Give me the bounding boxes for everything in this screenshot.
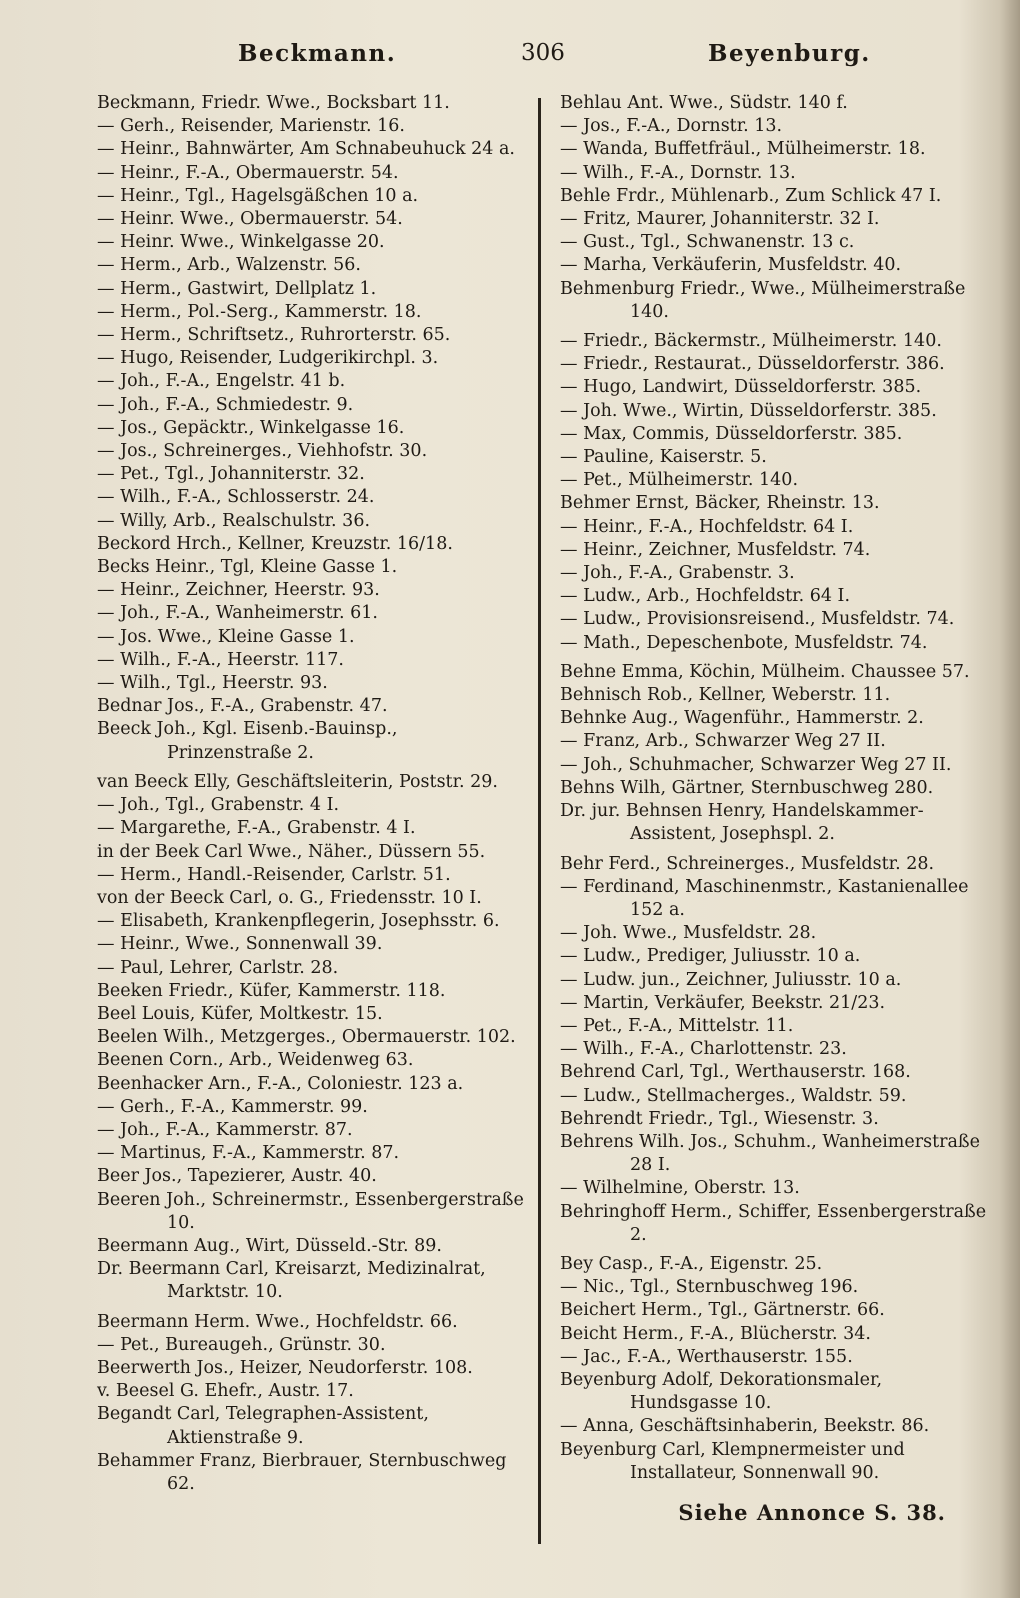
left-column	[97, 92, 527, 1496]
directory-entry: — Ludw. jun., Zeichner, Juliusstr. 10 a.	[560, 969, 902, 990]
directory-entry: in der Beek Carl Wwe., Näher., Düssern 55.	[97, 841, 486, 862]
directory-entry: — Joh. Wwe., Wirtin, Düsseldorferstr. 385.	[560, 400, 937, 421]
directory-entry: Beermann Herm. Wwe., Hochfeldstr. 66.	[97, 1311, 458, 1332]
directory-entry: Behammer Franz, Bierbrauer, Sternbuschweg 62.	[97, 1450, 507, 1494]
directory-entry: — Jos., F.-A., Dornstr. 13.	[560, 116, 783, 137]
directory-entry: — Herm., Gastwirt, Dellplatz 1.	[97, 278, 377, 299]
directory-entry: — Friedr., Bäckermstr., Mülheimerstr. 140.	[560, 331, 942, 352]
directory-entry: — Heinr., F.-A., Obermauerstr. 54.	[97, 162, 399, 183]
directory-entry: — Jos., Gepäcktr., Winkelgasse 16.	[97, 417, 405, 438]
directory-entry: Behle Frdr., Mühlenarb., Zum Schlick 47 I.	[560, 185, 942, 206]
directory-entry: Behr Ferd., Schreinerges., Musfeldstr. 28.	[560, 853, 935, 874]
directory-entry: — Joh. Wwe., Musfeldstr. 28.	[560, 923, 817, 944]
directory-entry: — Joh., F.-A., Wanheimerstr. 61.	[97, 603, 378, 624]
directory-entry: Dr. Beermann Carl, Kreisarzt, Medizinalrat, Marktstr. 10.	[97, 1259, 486, 1303]
directory-entry: — Wilh., Tgl., Heerstr. 93.	[97, 673, 328, 694]
directory-entry: — Herm., Handl.-Reisender, Carlstr. 51.	[97, 864, 451, 885]
directory-entry: — Willy, Arb., Realschulstr. 36.	[97, 510, 371, 531]
directory-entry: — Gerh., Reisender, Marienstr. 16.	[97, 116, 405, 137]
directory-entry: — Nic., Tgl., Sternbuschweg 196.	[560, 1277, 859, 1298]
directory-entry: — Max, Commis, Düsseldorferstr. 385.	[560, 423, 903, 444]
directory-entry: — Gust., Tgl., Schwanenstr. 13 c.	[560, 232, 855, 253]
directory-entry: Behrens Wilh. Jos., Schuhm., Wanheimerstraße 28 I.	[560, 1131, 980, 1176]
directory-entry: — Joh., F.-A., Kammerstr. 87.	[97, 1119, 353, 1140]
directory-entry: — Pet., Mülheimerstr. 140.	[560, 470, 799, 491]
directory-entry: — Wilh., F.-A., Charlottenstr. 23.	[560, 1039, 847, 1060]
directory-entry: Behrendt Friedr., Tgl., Wiesenstr. 3.	[560, 1108, 879, 1129]
directory-entry: Behringhoff Herm., Schiffer, Essenbergerstraße 2.	[560, 1201, 987, 1245]
directory-entry: Behne Emma, Köchin, Mülheim. Chaussee 57.	[560, 661, 970, 682]
directory-entry: von der Beeck Carl, o. G., Friedensstr. 10 I.	[97, 887, 482, 908]
directory-entry: Beckmann, Friedr. Wwe., Bocksbart 11.	[97, 93, 450, 113]
directory-entry: — Heinr., Zeichner, Musfeldstr. 74.	[560, 539, 871, 560]
directory-entry: Beyenburg Carl, Klempnermeister und Installateur, Sonnenwall 90.	[560, 1439, 905, 1483]
directory-entry: — Wilh., F.-A., Dornstr. 13.	[560, 162, 796, 183]
directory-entry: — Pet., Bureaugeh., Grünstr. 30.	[97, 1334, 386, 1355]
directory-entry: Beyenburg Adolf, Dekorationsmaler, Hundsgasse 10.	[560, 1369, 883, 1414]
directory-entry: — Jac., F.-A., Werthauserstr. 155.	[560, 1346, 853, 1367]
directory-entry: — Wilh., F.-A., Schlosserstr. 24.	[97, 487, 375, 508]
directory-entry: Becks Heinr., Tgl, Kleine Gasse 1.	[97, 557, 398, 578]
directory-entry: — Heinr., Wwe., Sonnenwall 39.	[97, 934, 383, 955]
directory-entry: — Joh., F.-A., Engelstr. 41 b.	[97, 371, 346, 392]
directory-entry: v. Beesel G. Ehefr., Austr. 17.	[97, 1381, 354, 1402]
right-column-entries	[560, 92, 990, 1485]
directory-entry: — Martinus, F.-A., Kammerstr. 87.	[97, 1143, 400, 1164]
directory-entry: — Jos. Wwe., Kleine Gasse 1.	[97, 626, 355, 647]
directory-entry: — Margarethe, F.-A., Grabenstr. 4 I.	[97, 818, 416, 839]
directory-entry: Behnke Aug., Wagenführ., Hammerstr. 2.	[560, 708, 924, 729]
directory-entry: — Ludw., Stellmacherges., Waldstr. 59.	[560, 1085, 907, 1106]
directory-entry: Begandt Carl, Telegraphen-Assistent, Aktienstraße 9.	[97, 1404, 429, 1448]
right-column	[560, 92, 990, 1524]
directory-entry: Bednar Jos., F.-A., Grabenstr. 47.	[97, 696, 388, 717]
directory-entry: Beeck Joh., Kgl. Eisenb.-Bauinsp., Prinzenstraße 2.	[97, 719, 398, 763]
directory-entry: Behlau Ant. Wwe., Südstr. 140 f.	[560, 93, 848, 113]
directory-entry: — Herm., Pol.-Serg., Kammerstr. 18.	[97, 301, 422, 322]
directory-entry: — Ludw., Prediger, Juliusstr. 10 a.	[560, 946, 861, 967]
directory-entry: Behmer Ernst, Bäcker, Rheinstr. 13.	[560, 493, 880, 514]
directory-entry: Beeken Friedr., Küfer, Kammerstr. 118.	[97, 980, 446, 1001]
directory-entry: — Gerh., F.-A., Kammerstr. 99.	[97, 1096, 368, 1117]
directory-entry: Beer Jos., Tapezierer, Austr. 40.	[97, 1166, 377, 1187]
directory-entry: — Friedr., Restaurat., Düsseldorferstr. 386.	[560, 354, 945, 375]
directory-entry: Dr. jur. Behnsen Henry, Handelskammer-Assistent, Josephspl. 2.	[560, 801, 924, 845]
directory-entry: — Heinr. Wwe., Winkelgasse 20.	[97, 232, 385, 253]
directory-entry: — Wilhelmine, Oberstr. 13.	[560, 1178, 800, 1199]
directory-entry: — Heinr., Bahnwärter, Am Schnabeuhuck 24 a.	[97, 139, 515, 160]
directory-entry: — Joh., F.-A., Grabenstr. 3.	[560, 563, 795, 584]
directory-entry: Beckord Hrch., Kellner, Kreuzstr. 16/18.	[97, 533, 453, 554]
directory-entry: — Jos., Schreinerges., Viehhofstr. 30.	[97, 441, 428, 462]
directory-entry: Bey Casp., F.-A., Eigenstr. 25.	[560, 1253, 823, 1274]
directory-entry: — Ferdinand, Maschinenmstr., Kastanienallee 152 a.	[560, 876, 969, 920]
directory-entry: Beerwerth Jos., Heizer, Neudorferstr. 108.	[97, 1357, 473, 1378]
page-header	[98, 40, 978, 80]
directory-entry: Beenen Corn., Arb., Weidenweg 63.	[97, 1050, 414, 1071]
directory-entry: Behmenburg Friedr., Wwe., Mülheimerstraße 140.	[560, 278, 966, 322]
column-divider	[538, 98, 541, 1544]
directory-entry: — Marha, Verkäuferin, Musfeldstr. 40.	[560, 255, 902, 276]
directory-entry: — Ludw., Arb., Hochfeldstr. 64 I.	[560, 586, 851, 607]
directory-entry: Beeren Joh., Schreinermstr., Essenbergerstraße 10.	[97, 1189, 524, 1233]
directory-entry: — Elisabeth, Krankenpflegerin, Josephsstr. 6.	[97, 911, 500, 932]
directory-entry: — Herm., Schriftsetz., Ruhrorterstr. 65.	[97, 325, 451, 346]
directory-entry: Behns Wilh, Gärtner, Sternbuschweg 280.	[560, 777, 934, 798]
directory-entry: — Herm., Arb., Walzenstr. 56.	[97, 255, 361, 276]
directory-entry: Beicht Herm., F.-A., Blücherstr. 34.	[560, 1323, 871, 1344]
directory-entry: — Heinr. Wwe., Obermauerstr. 54.	[97, 209, 403, 230]
directory-entry: — Pauline, Kaiserstr. 5.	[560, 447, 767, 468]
directory-entry: Beichert Herm., Tgl., Gärtnerstr. 66.	[560, 1300, 885, 1321]
directory-entry: — Hugo, Reisender, Ludgerikirchpl. 3.	[97, 348, 439, 369]
directory-entry: — Joh., F.-A., Schmiedestr. 9.	[97, 394, 354, 415]
directory-entry: — Math., Depeschenbote, Musfeldstr. 74.	[560, 632, 928, 653]
directory-entry: Beel Louis, Küfer, Moltkestr. 15.	[97, 1003, 383, 1024]
directory-entry: — Fritz, Maurer, Johanniterstr. 32 I.	[560, 209, 880, 230]
directory-entry: — Wilh., F.-A., Heerstr. 117.	[97, 649, 344, 670]
directory-entry: — Heinr., F.-A., Hochfeldstr. 64 I.	[560, 516, 854, 537]
directory-entry: — Anna, Geschäftsinhaberin, Beekstr. 86.	[560, 1416, 930, 1437]
page-number: 306	[521, 40, 565, 66]
directory-entry: — Paul, Lehrer, Carlstr. 28.	[97, 957, 339, 978]
directory-entry: — Pet., Tgl., Johanniterstr. 32.	[97, 464, 365, 485]
directory-entry: — Joh., Schuhmacher, Schwarzer Weg 27 II.	[560, 754, 952, 775]
directory-entry: — Pet., F.-A., Mittelstr. 11.	[560, 1015, 794, 1036]
directory-entry: — Martin, Verkäufer, Beekstr. 21/23.	[560, 992, 886, 1013]
directory-entry: — Ludw., Provisionsreisend., Musfeldstr. 74.	[560, 609, 955, 630]
advertisement-notice: Siehe Annonce S. 38.	[678, 1499, 946, 1525]
directory-entry: — Hugo, Landwirt, Düsseldorferstr. 385.	[560, 377, 922, 398]
directory-entry: Beenhacker Arn., F.-A., Coloniestr. 123 a.	[97, 1073, 464, 1094]
directory-entry: — Heinr., Tgl., Hagelsgäßchen 10 a.	[97, 185, 419, 206]
directory-entry: van Beeck Elly, Geschäftsleiterin, Poststr. 29.	[97, 771, 498, 792]
directory-entry: — Heinr., Zeichner, Heerstr. 93.	[97, 580, 380, 601]
directory-entry: Beelen Wilh., Metzgerges., Obermauerstr. 102.	[97, 1027, 516, 1048]
header-right-keyword: Beyenburg.	[708, 40, 871, 67]
directory-entry: — Joh., Tgl., Grabenstr. 4 I.	[97, 795, 340, 816]
directory-entry: — Wanda, Buffetfräul., Mülheimerstr. 18.	[560, 139, 926, 160]
header-left-keyword: Beckmann.	[238, 40, 397, 67]
directory-entry: — Franz, Arb., Schwarzer Weg 27 II.	[560, 731, 886, 752]
directory-entry: Behrend Carl, Tgl., Werthauserstr. 168.	[560, 1062, 911, 1083]
directory-entry: Beermann Aug., Wirt, Düsseld.-Str. 89.	[97, 1235, 442, 1256]
directory-entry: Behnisch Rob., Kellner, Weberstr. 11.	[560, 685, 891, 706]
